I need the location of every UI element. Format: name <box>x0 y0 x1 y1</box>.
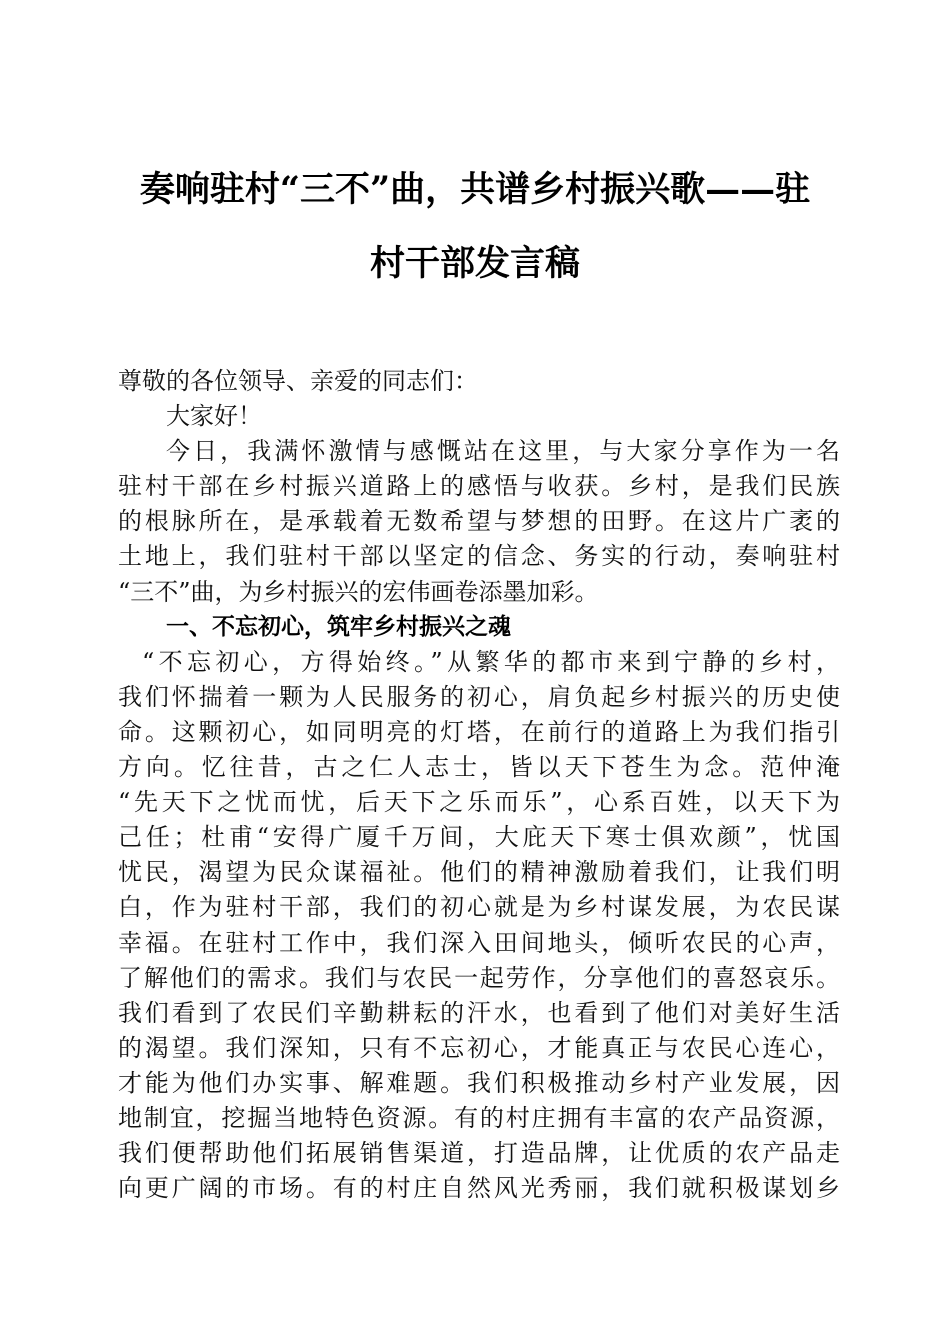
body-line: 地制宜，挖掘当地特色资源。有的村庄拥有丰富的农产品资源， <box>118 1103 840 1132</box>
body-line: 土地上，我们驻村干部以坚定的信念、务实的行动，奏响驻村 <box>118 542 840 571</box>
body-line: 命。这颗初心，如同明亮的灯塔，在前行的道路上为我们指引 <box>118 717 840 746</box>
body-line: 了解他们的需求。我们与农民一起劳作，分享他们的喜怒哀乐。 <box>118 963 840 992</box>
body-line: 幸福。在驻村工作中，我们深入田间地头，倾听农民的心声， <box>118 928 840 957</box>
body-line: 白，作为驻村干部，我们的初心就是为乡村谋发展，为农民谋 <box>118 893 840 922</box>
greeting: 大家好！ <box>166 402 262 431</box>
body-line: 驻村干部在乡村振兴道路上的感悟与收获。乡村，是我们民族 <box>118 472 840 501</box>
salutation: 尊敬的各位领导、亲爱的同志们： <box>118 367 478 395</box>
body-line: 向更广阔的市场。有的村庄自然风光秀丽，我们就积极谋划乡 <box>118 1174 840 1203</box>
body-line: 才能为他们办实事、解难题。我们积极推动乡村产业发展，因 <box>118 1068 840 1097</box>
body-line: 今日，我满怀激情与感慨站在这里，与大家分享作为一名 <box>166 437 840 466</box>
body-line: “先天下之忧而忧，后天下之乐而乐”，心系百姓，以天下为 <box>118 788 840 817</box>
body-line: “三不”曲，为乡村振兴的宏伟画卷添墨加彩。 <box>118 577 599 606</box>
body-line: “不忘初心，方得始终。”从繁华的都市来到宁静的乡村， <box>142 647 840 676</box>
section-heading: 一、不忘初心，筑牢乡村振兴之魂 <box>166 613 511 640</box>
document-body <box>118 364 840 1206</box>
title-line-2: 村干部发言稿 <box>369 243 580 284</box>
body-line: 忧民，渴望为民众谋福祉。他们的精神激励着我们，让我们明 <box>118 858 840 887</box>
body-line: 我们看到了农民们辛勤耕耘的汗水，也看到了他们对美好生活 <box>118 998 840 1027</box>
body-line: 我们怀揣着一颗为人民服务的初心，肩负起乡村振兴的历史使 <box>118 682 840 711</box>
title-line-1: 奏响驻村“三不”曲，共谱乡村振兴歌——驻 <box>139 169 811 210</box>
body-line: 的根脉所在，是承载着无数希望与梦想的田野。在这片广袤的 <box>118 507 840 536</box>
body-line: 己任；杜甫“安得广厦千万间，大庇天下寒士俱欢颜”，忧国 <box>118 823 840 852</box>
body-line: 的渴望。我们深知，只有不忘初心，才能真正与农民心连心， <box>118 1033 840 1062</box>
body-line: 方向。忆往昔，古之仁人志士，皆以天下苍生为念。范仲淹 <box>118 753 840 782</box>
body-line: 我们便帮助他们拓展销售渠道，打造品牌，让优质的农产品走 <box>118 1139 840 1168</box>
